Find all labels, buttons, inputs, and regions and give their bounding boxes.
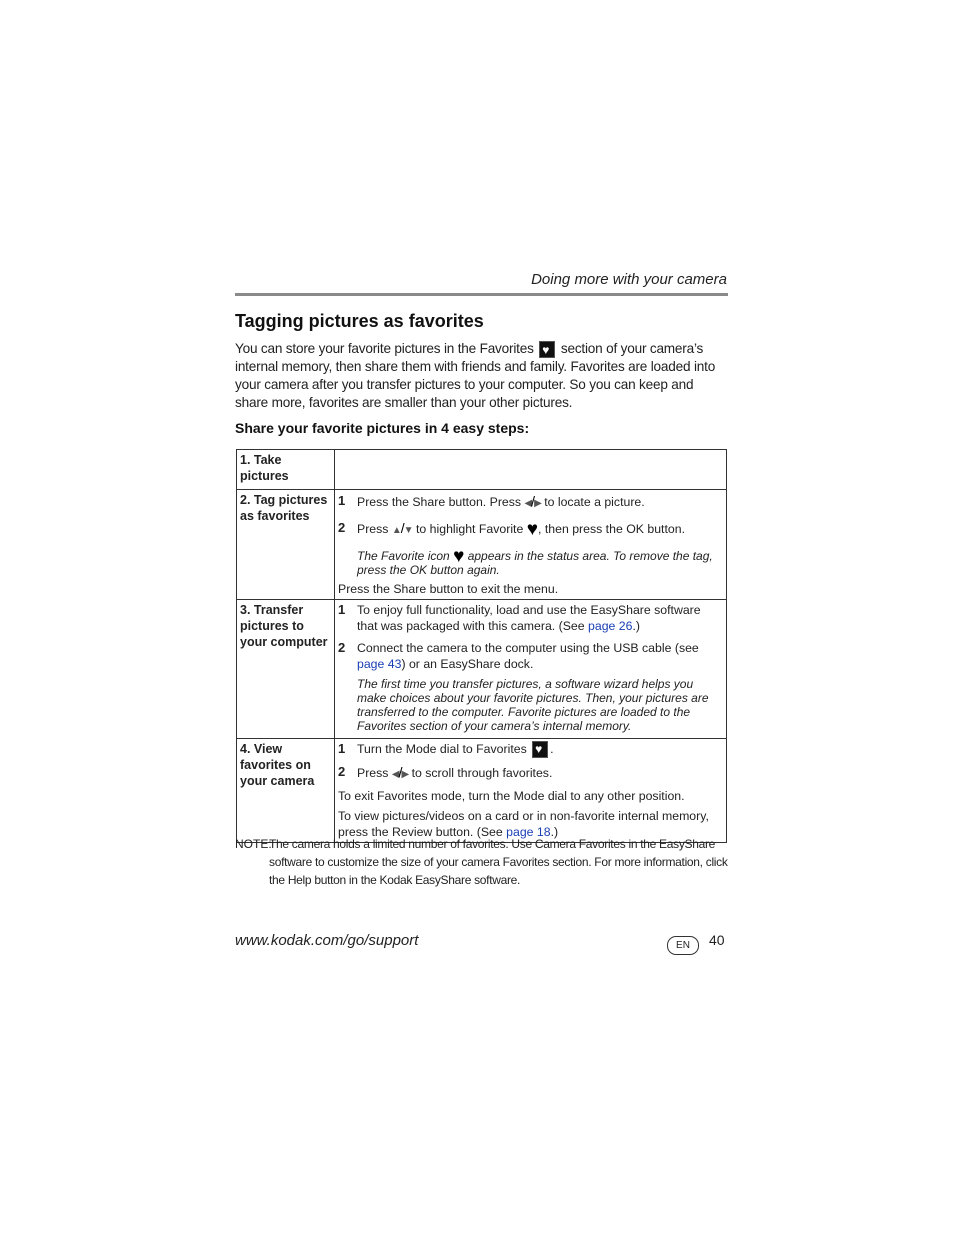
support-url[interactable]: www.kodak.com/go/support	[235, 932, 419, 949]
instruction-text: Press	[357, 766, 389, 780]
intro-paragraph	[235, 340, 727, 412]
favorites-icon	[532, 741, 548, 758]
instruction-text: to highlight Favorite	[415, 521, 524, 536]
step-body	[335, 739, 727, 843]
note-text: appears in the status area. To remove the tag, press the OK button again.	[357, 549, 713, 577]
instruction-text: Press	[357, 521, 389, 536]
up-down-arrows-icon: ▲/▼	[391, 520, 413, 536]
steps-table	[236, 449, 727, 843]
instruction-text: ) or an EasyShare dock.	[401, 657, 534, 671]
instruction-text: to scroll through favorites.	[411, 766, 553, 780]
instruction-text: Turn the Mode dial to Favorites	[357, 742, 527, 756]
header-rule	[235, 293, 728, 296]
page-title: Tagging pictures as favorites	[235, 311, 484, 331]
page-link[interactable]: page 43	[357, 657, 402, 671]
step-instruction	[357, 764, 723, 783]
page-number: 40	[709, 932, 725, 948]
step-instruction	[357, 520, 723, 539]
step-number: 1	[338, 493, 346, 508]
step-label: 4. View favorites on your camera	[237, 739, 335, 843]
table-row	[237, 600, 727, 739]
heart-icon: ♥	[526, 518, 539, 540]
step-body	[335, 600, 727, 739]
step-label: 3. Transfer pictures to your computer	[237, 600, 335, 739]
step-instruction	[357, 741, 723, 758]
step-body	[335, 490, 727, 600]
instruction-text: .)	[632, 619, 640, 633]
language-badge: EN	[667, 936, 699, 955]
step-number: 1	[338, 602, 346, 617]
instruction-text: To view pictures/videos on a card or in non-favorite internal memory, press the Review button. (See	[338, 809, 709, 840]
step-label: 1. Take pictures	[237, 450, 335, 490]
intro-text-1: You can store your favorite pictures in the Favorites	[235, 341, 534, 356]
step-note: The first time you transfer pictures, a software wizard helps you make choices about your favorite pictures. Then, your pictures are transferred to the computer. Favorite pictures are loaded to the Favorites section of your camera’s internal memory.	[357, 677, 709, 733]
section-header: Doing more with your camera	[531, 271, 727, 288]
table-row	[237, 739, 727, 843]
left-right-arrows-icon: ◀/▶	[524, 493, 541, 509]
table-row	[237, 450, 727, 490]
instruction-text: to locate a picture.	[544, 494, 645, 509]
step-exit-text: Press the Share button to exit the menu.	[338, 582, 559, 596]
instruction-text: Connect the camera to the computer using the USB cable (see	[357, 641, 699, 655]
left-right-arrows-icon: ◀/▶	[391, 764, 409, 781]
table-row	[237, 490, 727, 600]
note-text: The Favorite icon	[357, 549, 450, 563]
step-number: 2	[338, 764, 346, 780]
instruction-text: To enjoy full functionality, load and use the EasyShare software that was packaged with this camera. (See	[357, 603, 701, 633]
instruction-text: Press the Share button. Press	[357, 494, 522, 509]
instruction-text: .	[550, 742, 554, 756]
note-label: NOTE:	[235, 837, 272, 851]
page-link[interactable]: page 26	[588, 619, 633, 633]
heart-icon: ♥	[453, 545, 465, 567]
step-note	[357, 545, 723, 577]
step-number: 2	[338, 640, 346, 655]
favorites-icon	[539, 341, 555, 358]
page-link[interactable]: page 18	[506, 825, 551, 840]
step-instruction	[357, 640, 723, 672]
instruction-text: .)	[550, 825, 559, 840]
step-body	[335, 450, 727, 490]
step-instruction	[357, 602, 723, 634]
note-text: The camera holds a limited number of favorites. Use Camera Favorites in the EasyShare software to customize the size of your camera Favorites section. For more information, click the Help button in the Kodak EasyShare software.	[269, 837, 728, 887]
instruction-text: , then press the OK button.	[538, 521, 685, 536]
step-instruction	[357, 493, 723, 512]
steps-subheading: Share your favorite pictures in 4 easy steps:	[235, 420, 530, 436]
note-block	[235, 835, 728, 889]
intro-text-2: section of your camera’s internal memory, then share them with friends and family. Favorites are loaded into your camera after you transfer pictures to your computer. So you can keep and share more, favorites are smaller than your other pictures.	[235, 341, 716, 410]
step-label: 2. Tag pictures as favorites	[237, 490, 335, 600]
step-number: 1	[338, 741, 346, 756]
step-number: 2	[338, 520, 346, 535]
step-exit-text: To exit Favorites mode, turn the Mode dial to any other position.	[338, 789, 685, 804]
